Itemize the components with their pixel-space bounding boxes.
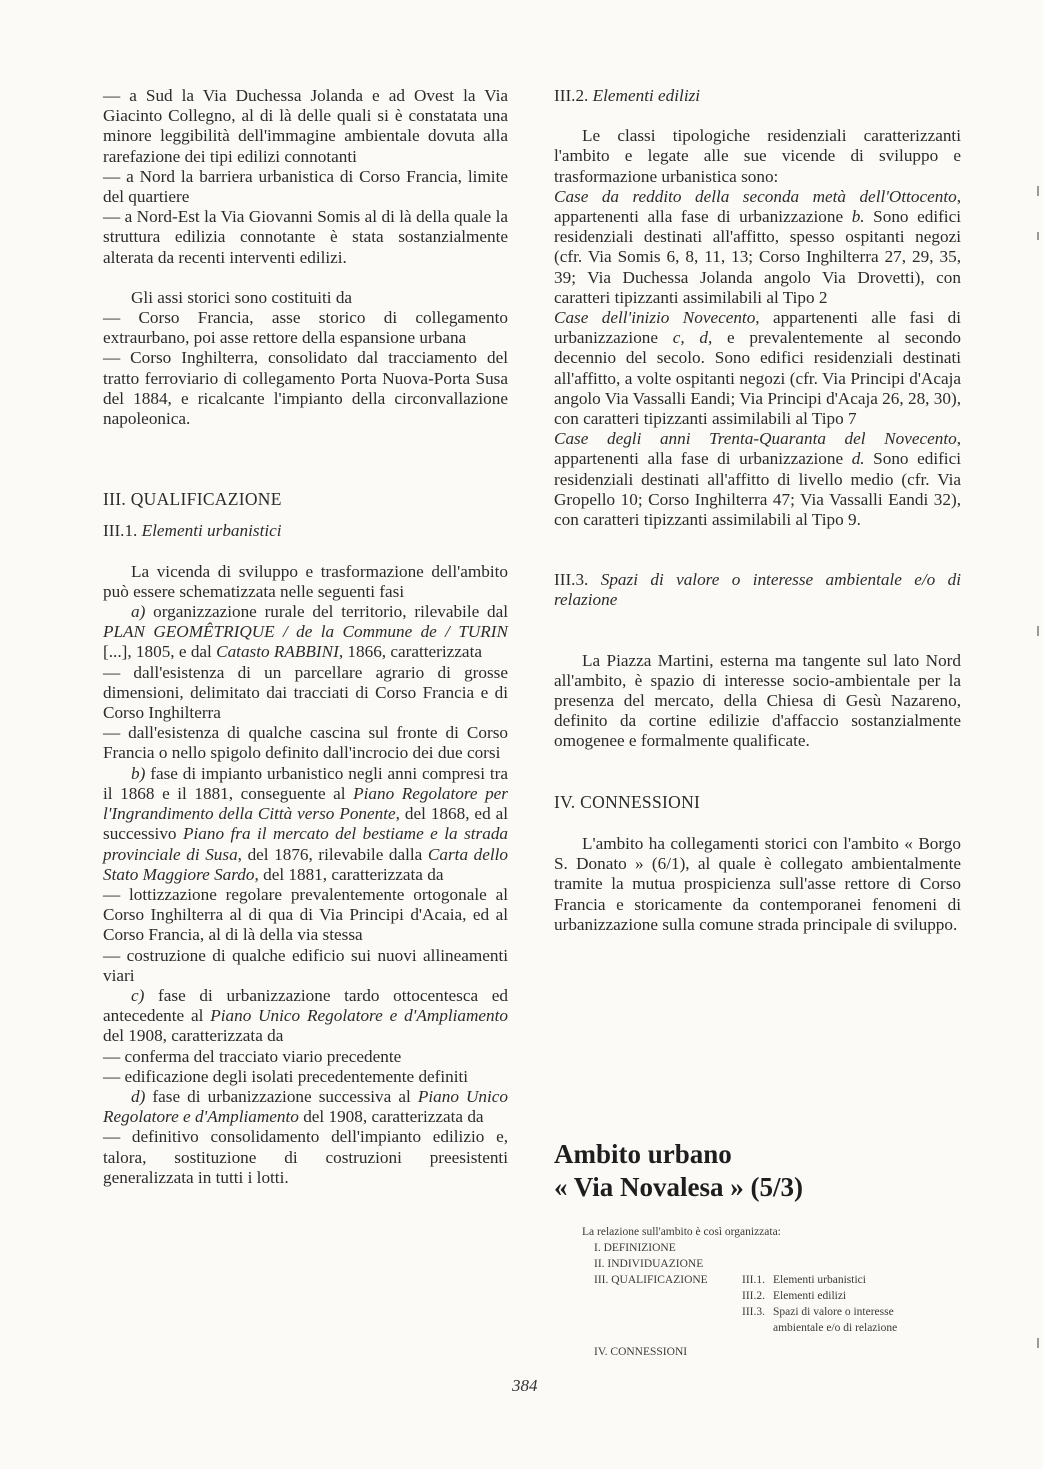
phase-c: c) fase di urbanizzazione tardo ottocentesca ed antecedente al Piano Unico Regolatore e d'Ampliamento del 1908, caratterizzata da [103, 985, 509, 1046]
paragraph: — dall'esistenza di qualche cascina sul fronte di Corso Francia o nello spigolo definito dall'incrocio dei due corsi [103, 723, 508, 763]
toc-subitem: Elementi urbanistici [773, 1274, 866, 1286]
toc-subitem-num: III.1. [742, 1274, 765, 1286]
paragraph: — Corso Inghilterra, consolidato dal tracciamento del tratto ferroviario di collegamento Porta Nuova-Porta Susa del 1884, e ricalcante l'impianto della circonvallazione napoleonica. [103, 348, 508, 429]
phase-b: b) fase di impianto urbanistico negli anni compresi tra il 1868 e il 1881, conseguente al Piano Regolatore per l'Ingrandimento della Città verso Ponente, del 1868, ed al successivo Piano fra il mercato del bestiame e la strada provinciale di Susa, del 1876, rilevabile dalla Carta dello Stato Maggiore Sardo, del 1881, caratterizzata da [103, 763, 509, 884]
paragraph: La Piazza Martini, esterna ma tangente sul lato Nord all'ambito, è spazio di interesse socio-ambientale per la presenza del mercato, della Chiesa di Gesù Nazareno, definito da cortine edilizie d'affaccio sostanzialmente omogenee e formalmente qualificate. [554, 650, 961, 751]
scan-mark [1037, 1338, 1039, 1348]
paragraph: Le classi tipologiche residenziali caratterizzanti l'ambito e legate alle sue vicende di sviluppo e trasformazione urbanistica sono: [554, 126, 961, 186]
subsection-heading-iii2: III.2. Elementi edilizi [554, 86, 701, 105]
paragraph: — edificazione degli isolati precedentemente definiti [103, 1066, 469, 1086]
paragraph: — a Sud la Via Duchessa Jolanda e ad Ovest la Via Giacinto Collegno, al di là delle quali si è constatata una minore leggibilità dell'immagine ambientale dovuta alla rarefazione dei tipi edilizi connotanti [103, 86, 508, 166]
page-number: 384 [512, 1376, 538, 1395]
paragraph: — definitivo consolidamento dell'impianto edilizio e, talora, sostituzione di costruzioni preesistenti generalizzata in tutti i lotti. [103, 1127, 508, 1187]
section-heading-qualificazione: III. QUALIFICAZIONE [103, 489, 282, 510]
type-item-3: Case degli anni Trenta-Quaranta del Novecento, appartenenti alla fase di urbanizzazione d. Sono edifici residenziali destinati all'affitto di livello medio (cfr. Via Gropello 10; Corso Inghilterra 47; Via Vassalli Eandi 32), con caratteri tipizzanti assimilabili al Tipo 9. [554, 429, 961, 530]
right-column [554, 86, 961, 935]
phase-a: a) organizzazione rurale del territorio, rilevabile dal PLAN GEOMÊTRIQUE / de la Commune de / TURIN [...], 1805, e dal Catasto RABBINI, 1866, caratterizzata [103, 602, 509, 662]
toc-item: III. QUALIFICAZIONE [594, 1274, 708, 1286]
section-title [554, 1138, 803, 1204]
toc-subitem: Elementi edilizi [773, 1290, 847, 1302]
table-of-contents [582, 1224, 898, 1360]
paragraph: La vicenda di sviluppo e trasformazione dell'ambito può essere schematizzata nelle seguenti fasi [103, 561, 508, 601]
left-column [103, 86, 508, 1188]
paragraph: L'ambito ha collegamenti storici con l'ambito « Borgo S. Donato » (6/1), al quale è collegato ambientalmente tramite la mutua prospicienza sull'asse rettore di Corso Francia e storicamente da contemporanei fenomeni di urbanizzazione sulla comune strada principale di sviluppo. [554, 833, 961, 934]
paragraph: — Corso Francia, asse storico di collegamento extraurbano, poi asse rettore della espansione urbana [103, 308, 508, 348]
phase-d: d) fase di urbanizzazione successiva al Piano Unico Regolatore e d'Ampliamento del 1908, caratterizzata da [103, 1086, 509, 1127]
toc-subitem: Spazi di valore o interesse [773, 1306, 894, 1318]
section-title-line2: « Via Novalesa » (5/3) [554, 1172, 803, 1202]
subsection-heading-iii1: III.1. Elementi urbanistici [103, 521, 282, 541]
paragraph: — conferma del tracciato viario precedente [103, 1046, 402, 1066]
type-item-1: Case da reddito della seconda metà dell'Ottocento, appartenenti alla fase di urbanizzazione b. Sono edifici residenziali destinati all'affitto, spesso ospitanti negozi (cfr. Via Somis 6, 8, 11, 13; Corso Inghilterra 27, 29, 35, 39; Via Duchessa Jolanda angolo Via Drovetti), con caratteri tipizzanti assimilabili al Tipo 2 [554, 186, 961, 307]
paragraph: Gli assi storici sono costituiti da [131, 287, 353, 307]
paragraph: — a Nord la barriera urbanistica di Corso Francia, limite del quartiere [103, 166, 508, 207]
paragraph: — a Nord-Est la Via Giovanni Somis al di là della quale la struttura edilizia connotante è stata sostanzialmente alterata da recenti interventi edilizi. [103, 207, 508, 267]
paragraph: — lottizzazione regolare prevalentemente ortogonale al Corso Inghilterra al di qua di Via Principi d'Acaia, ed al Corso Francia, al di là della via stessa [103, 884, 508, 945]
toc-subitem: ambientale e/o di relazione [773, 1322, 898, 1334]
toc-subitem-num: III.2. [742, 1290, 765, 1302]
type-item-2: Case dell'inizio Novecento, appartenenti alle fasi di urbanizzazione c, d, e prevalentemente al secondo decennio del secolo. Sono edifici residenziali destinati all'affitto, a volte ospitanti negozi (cfr. Via Principi d'Acaja angolo Via Vassalli Eandi; Via Principi d'Acaja 26, 28, 30), con caratteri tipizzanti assimilabili al Tipo 7 [554, 308, 962, 429]
section-heading-connessioni: IV. CONNESSIONI [554, 791, 701, 812]
subsection-heading-iii3: III.3. Spazi di valore o interesse ambientale e/o di relazione [554, 570, 961, 610]
section-title-line1: Ambito urbano [554, 1139, 732, 1169]
scan-mark [1037, 626, 1039, 636]
toc-item: IV. CONNESSIONI [594, 1346, 688, 1358]
paragraph: — costruzione di qualche edificio sui nuovi allineamenti viari [103, 945, 508, 985]
toc-intro: La relazione sull'ambito è così organizzata: [582, 1226, 781, 1238]
scan-mark [1037, 232, 1039, 240]
scan-mark [1037, 186, 1039, 196]
paragraph: — dall'esistenza di un parcellare agrario di grosse dimensioni, delimitato dai tracciati di Corso Francia e di Corso Inghilterra [103, 662, 508, 723]
toc-subitem-num: III.3. [742, 1306, 765, 1318]
toc-item: II. INDIVIDUAZIONE [594, 1258, 704, 1270]
toc-item: I. DEFINIZIONE [594, 1242, 676, 1254]
